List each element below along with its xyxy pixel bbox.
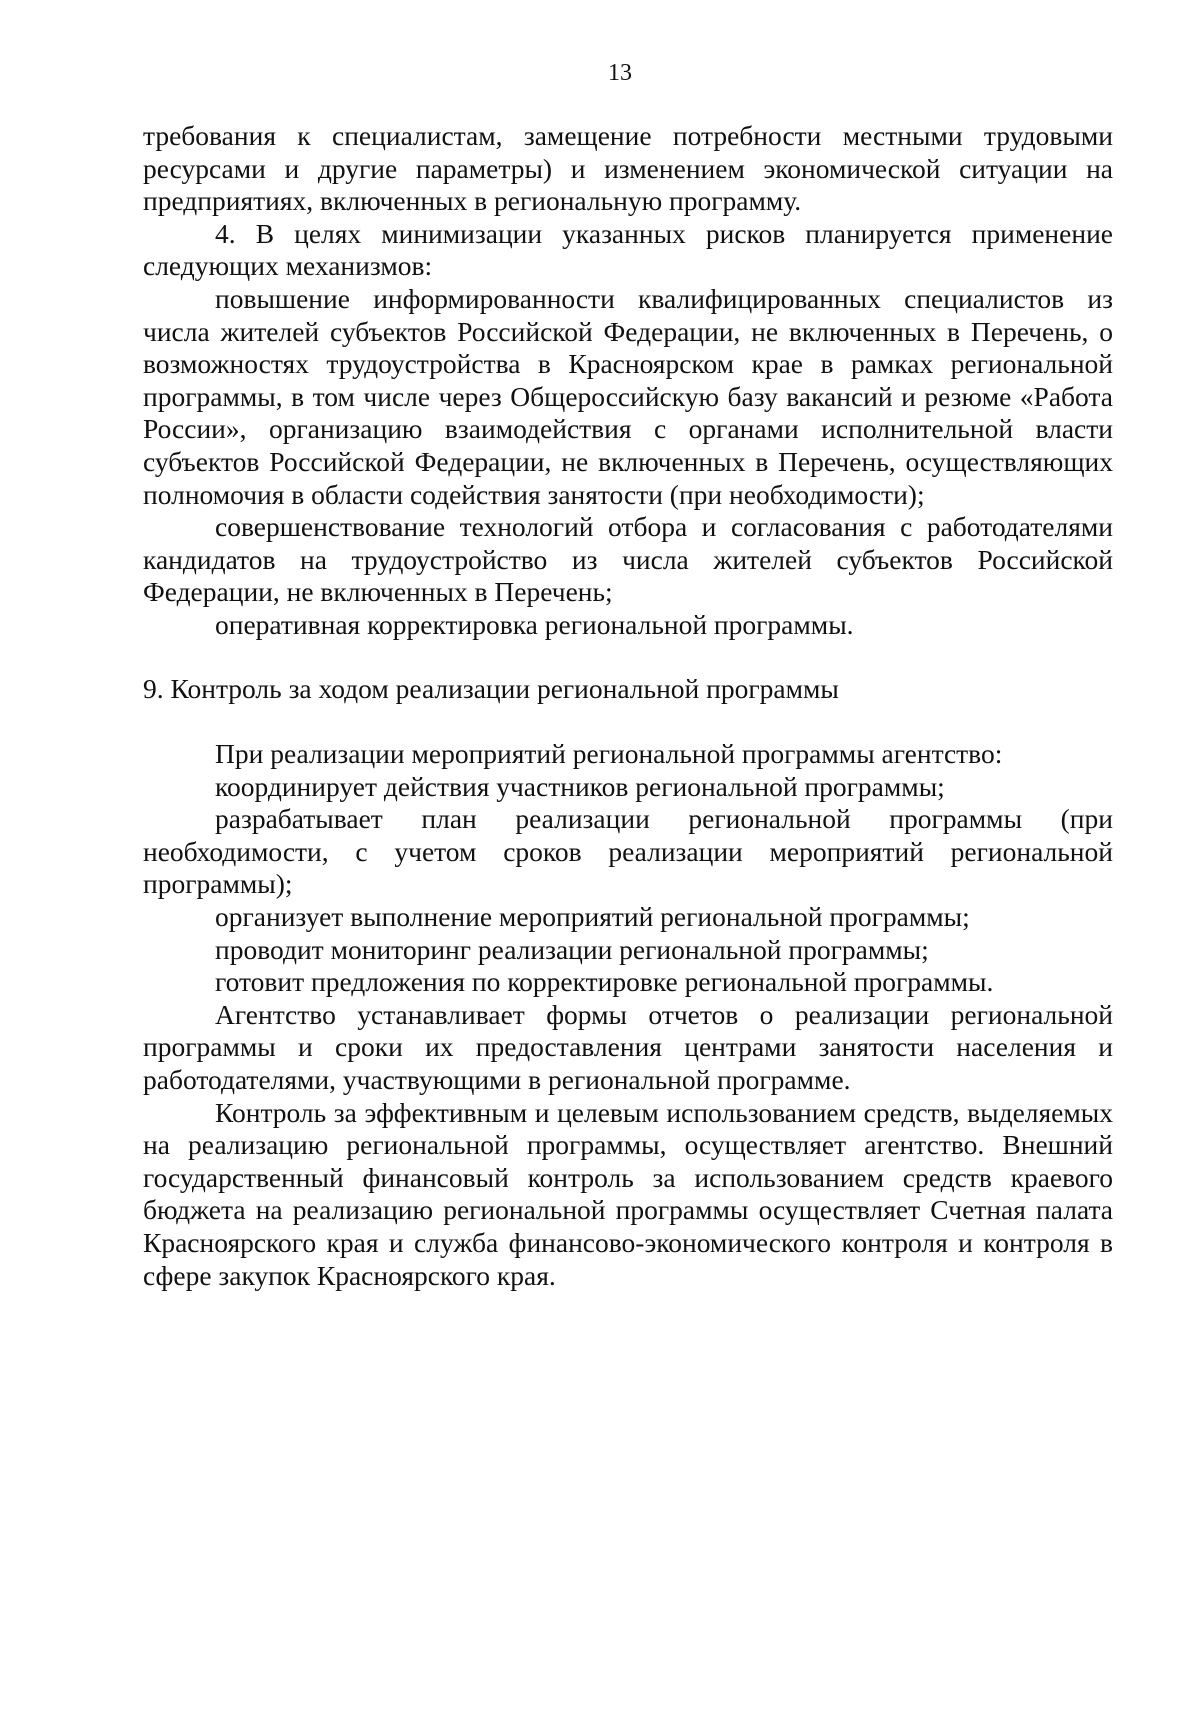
page-number: 13 bbox=[608, 60, 632, 86]
paragraph-organizes-execution: организует выполнение мероприятий региональной программы; bbox=[215, 901, 970, 933]
paragraph-report-forms: Агентство устанавливает формы отчетов о реализации региональной программы и сроки их предоставления центрами занятости населения и работодателями, участвующими в региональной программе. bbox=[143, 998, 1113, 1096]
paragraph-financial-control: Контроль за эффективным и целевым использованием средств, выделяемых на реализацию региональной программы, осуществляет агентство. Внешний государственный финансовый контроль за использованием средств краевого бюджета на реализацию региональной программы осуществляет Счетная палата Красноярского края и служба финансово-экономического контроля и контроля в сфере закупок Красноярского края. bbox=[143, 1096, 1113, 1291]
section-heading-control: 9. Контроль за ходом реализации региональной программы bbox=[143, 672, 839, 704]
paragraph-program-adjustment: оперативная корректировка региональной программы. bbox=[215, 608, 854, 640]
paragraph-awareness-raising: повышение информированности квалифицированных специалистов из числа жителей субъектов Российской Федерации, не включенных в Перечень, о возможностях трудоустройства в Красноярском крае в рамках региональной программы, в том числе через Общероссийскую базу вакансий и резюме «Работа России», организацию взаимодействия с органами исполнительной власти субъектов Российской Федерации, не включенных в Перечень, осуществляющих полномочия в области содействия занятости (при необходимости); bbox=[143, 282, 1113, 510]
document-body bbox=[143, 120, 1113, 1292]
paragraph-develops-plan: разрабатывает план реализации региональной программы (при необходимости, с учетом сроков реализации мероприятий региональной программы); bbox=[143, 803, 1113, 900]
paragraph-agency-functions-intro: При реализации мероприятий региональной программы агентство: bbox=[215, 738, 1003, 770]
paragraph-risk-mitigation-intro: 4. В целях минимизации указанных рисков планируется применение следующих механизмов: bbox=[143, 217, 1113, 282]
paragraph-selection-technologies: совершенствование технологий отбора и согласования с работодателями кандидатов на трудоустройство из числа жителей субъектов Российской Федерации, не включенных в Перечень; bbox=[143, 511, 1113, 608]
paragraph-adjustment-proposals: готовит предложения по корректировке региональной программы. bbox=[215, 966, 994, 998]
paragraph-monitoring: проводит мониторинг реализации региональной программы; bbox=[215, 933, 929, 965]
paragraph-coordinates: координирует действия участников региональной программы; bbox=[215, 770, 945, 802]
paragraph-requirements-continuation: требования к специалистам, замещение потребности местными трудовыми ресурсами и другие параметры) и изменением экономической ситуации на предприятиях, включенных в региональную программу. bbox=[143, 120, 1113, 217]
